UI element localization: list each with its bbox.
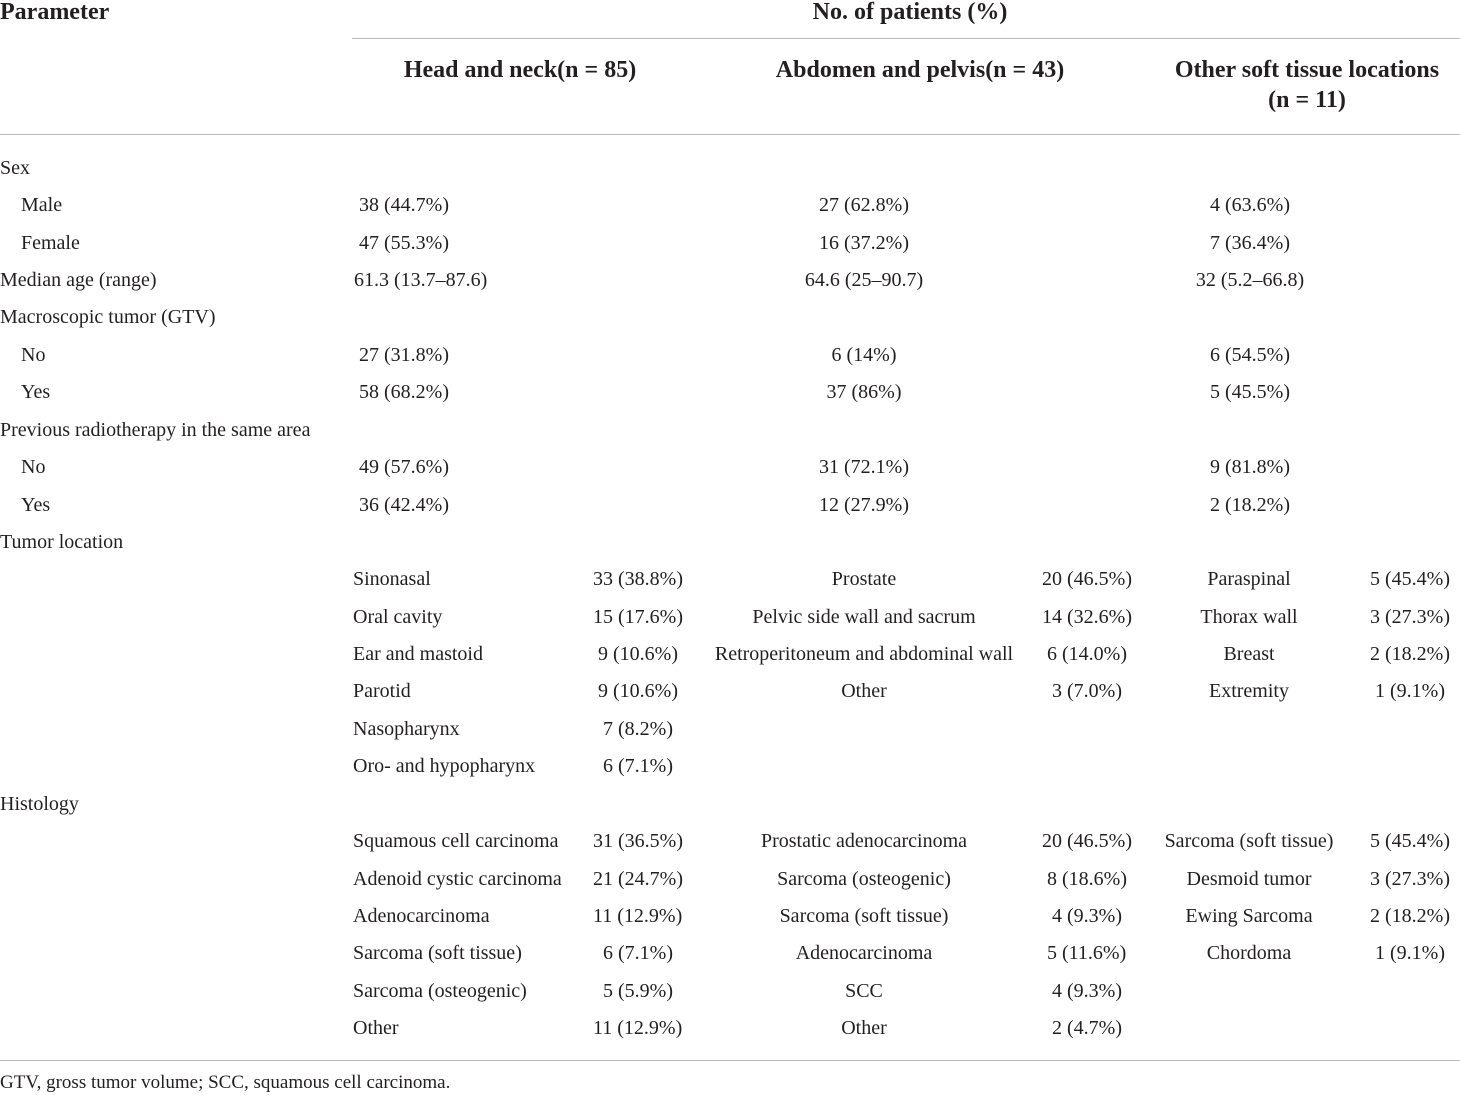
row-rt-yes-label: Yes xyxy=(21,494,51,516)
loc-ot-name: Thorax wall xyxy=(1200,606,1298,628)
hist-hn-value: 11 (12.9%) xyxy=(593,905,683,927)
cell-rt-no-hn: 49 (57.6%) xyxy=(359,456,449,478)
cell-male-hn: 38 (44.7%) xyxy=(359,194,449,216)
hist-hn-name: Squamous cell carcinoma xyxy=(353,830,559,852)
hist-ab-value: 4 (9.3%) xyxy=(1052,905,1122,927)
cell-rt-no-ab: 31 (72.1%) xyxy=(819,456,909,478)
footnote: GTV, gross tumor volume; SCC, squamous cell carcinoma. xyxy=(0,1072,451,1093)
cell-female-hn: 47 (55.3%) xyxy=(359,232,449,254)
cell-male-ot: 4 (63.6%) xyxy=(1210,194,1290,216)
cell-female-ab: 16 (37.2%) xyxy=(819,232,909,254)
cell-gtv-yes-ot: 5 (45.5%) xyxy=(1210,381,1290,403)
cell-gtv-yes-ab: 37 (86%) xyxy=(826,381,902,403)
loc-ot-value: 1 (9.1%) xyxy=(1375,680,1445,702)
loc-ot-value: 5 (45.4%) xyxy=(1370,568,1450,590)
hist-hn-value: 5 (5.9%) xyxy=(603,980,673,1002)
hist-hn-value: 21 (24.7%) xyxy=(593,868,683,890)
loc-ab-name: Pelvic side wall and sacrum xyxy=(752,606,976,628)
row-age-label: Median age (range) xyxy=(0,269,157,291)
col-head-neck: Head and neck(n = 85) xyxy=(403,57,637,83)
row-prev-rt: Previous radiotherapy in the same area xyxy=(0,419,311,441)
cell-male-ab: 27 (62.8%) xyxy=(819,194,909,216)
hist-ot-name: Ewing Sarcoma xyxy=(1185,905,1313,927)
row-tumor-location: Tumor location xyxy=(0,531,124,553)
header-bottom-rule xyxy=(0,134,1460,135)
col-other-line2: (n = 11) xyxy=(1268,87,1346,113)
hist-hn-name: Sarcoma (osteogenic) xyxy=(353,980,527,1002)
row-rt-no-label: No xyxy=(21,456,46,478)
cell-age-ot: 32 (5.2–66.8) xyxy=(1195,269,1305,291)
hist-ab-name: Sarcoma (osteogenic) xyxy=(777,868,951,890)
cell-rt-no-ot: 9 (81.8%) xyxy=(1210,456,1290,478)
hist-hn-name: Other xyxy=(353,1017,399,1039)
row-female-label: Female xyxy=(21,232,80,254)
hist-ot-name: Desmoid tumor xyxy=(1186,868,1312,890)
cell-rt-yes-hn: 36 (42.4%) xyxy=(359,494,449,516)
loc-ab-value: 3 (7.0%) xyxy=(1052,680,1122,702)
header-parameter: Parameter xyxy=(0,0,110,25)
loc-hn-name: Oro- and hypopharynx xyxy=(353,755,536,777)
row-male-label: Male xyxy=(21,194,63,216)
loc-hn-name: Parotid xyxy=(353,680,411,702)
hist-hn-name: Sarcoma (soft tissue) xyxy=(353,942,522,964)
loc-ab-name: Prostate xyxy=(831,568,897,590)
loc-hn-name: Nasopharynx xyxy=(353,718,460,740)
hist-hn-value: 6 (7.1%) xyxy=(603,942,673,964)
loc-hn-name: Ear and mastoid xyxy=(353,643,483,665)
hist-hn-name: Adenoid cystic carcinoma xyxy=(353,868,562,890)
cell-gtv-no-hn: 27 (31.8%) xyxy=(359,344,449,366)
loc-ot-value: 3 (27.3%) xyxy=(1370,606,1450,628)
loc-hn-value: 9 (10.6%) xyxy=(598,680,678,702)
hist-ab-name: Sarcoma (soft tissue) xyxy=(779,905,949,927)
cell-gtv-yes-hn: 58 (68.2%) xyxy=(359,381,449,403)
hist-ab-name: SCC xyxy=(845,980,883,1002)
row-gtv-yes-label: Yes xyxy=(21,381,51,403)
hist-hn-value: 31 (36.5%) xyxy=(593,830,683,852)
hist-ab-value: 20 (46.5%) xyxy=(1042,830,1132,852)
hist-ot-value: 2 (18.2%) xyxy=(1370,905,1450,927)
hist-ot-name: Chordoma xyxy=(1206,942,1292,964)
loc-ot-name: Extremity xyxy=(1209,680,1289,702)
hist-hn-name: Adenocarcinoma xyxy=(353,905,490,927)
loc-ab-value: 6 (14.0%) xyxy=(1047,643,1127,665)
cell-rt-yes-ab: 12 (27.9%) xyxy=(819,494,909,516)
hist-ab-name: Adenocarcinoma xyxy=(795,942,933,964)
cell-age-hn: 61.3 (13.7–87.6) xyxy=(354,269,488,291)
cell-rt-yes-ot: 2 (18.2%) xyxy=(1210,494,1290,516)
hist-ab-value: 8 (18.6%) xyxy=(1047,868,1127,890)
hist-ab-value: 2 (4.7%) xyxy=(1052,1017,1122,1039)
hist-ot-value: 3 (27.3%) xyxy=(1370,868,1450,890)
loc-hn-value: 6 (7.1%) xyxy=(603,755,673,777)
row-gtv-no-label: No xyxy=(21,344,46,366)
loc-hn-name: Sinonasal xyxy=(353,568,431,590)
hist-ot-value: 5 (45.4%) xyxy=(1370,830,1450,852)
hist-ab-value: 5 (11.6%) xyxy=(1047,942,1127,964)
hist-ab-name: Other xyxy=(841,1017,887,1039)
hist-ab-value: 4 (9.3%) xyxy=(1052,980,1122,1002)
hist-ab-name: Prostatic adenocarcinoma xyxy=(760,830,968,852)
row-gtv: Macroscopic tumor (GTV) xyxy=(0,306,216,328)
hist-ot-name: Sarcoma (soft tissue) xyxy=(1164,830,1334,852)
col-other-line1: Other soft tissue locations xyxy=(1174,57,1440,83)
hist-hn-value: 11 (12.9%) xyxy=(593,1017,683,1039)
cell-age-ab: 64.6 (25–90.7) xyxy=(804,269,924,291)
loc-hn-value: 33 (38.8%) xyxy=(593,568,683,590)
loc-ot-value: 2 (18.2%) xyxy=(1370,643,1450,665)
loc-hn-name: Oral cavity xyxy=(353,606,443,628)
row-sex: Sex xyxy=(0,157,30,179)
cell-gtv-no-ot: 6 (54.5%) xyxy=(1210,344,1290,366)
hist-ot-value: 1 (9.1%) xyxy=(1375,942,1445,964)
loc-hn-value: 15 (17.6%) xyxy=(593,606,683,628)
cell-female-ot: 7 (36.4%) xyxy=(1210,232,1290,254)
loc-ab-name: Retroperitoneum and abdominal wall xyxy=(714,643,1014,665)
header-divider xyxy=(352,38,1460,39)
row-histology: Histology xyxy=(0,793,79,815)
loc-ot-name: Breast xyxy=(1223,643,1275,665)
col-abdomen-pelvis: Abdomen and pelvis(n = 43) xyxy=(775,57,1065,83)
loc-ab-value: 14 (32.6%) xyxy=(1042,606,1132,628)
loc-hn-value: 9 (10.6%) xyxy=(598,643,678,665)
table-bottom-rule xyxy=(0,1060,1460,1061)
header-patients: No. of patients (%) xyxy=(812,0,1008,25)
loc-ab-name: Other xyxy=(841,680,887,702)
loc-ab-value: 20 (46.5%) xyxy=(1042,568,1132,590)
loc-ot-name: Paraspinal xyxy=(1207,568,1291,590)
loc-hn-value: 7 (8.2%) xyxy=(603,718,673,740)
cell-gtv-no-ab: 6 (14%) xyxy=(831,344,897,366)
